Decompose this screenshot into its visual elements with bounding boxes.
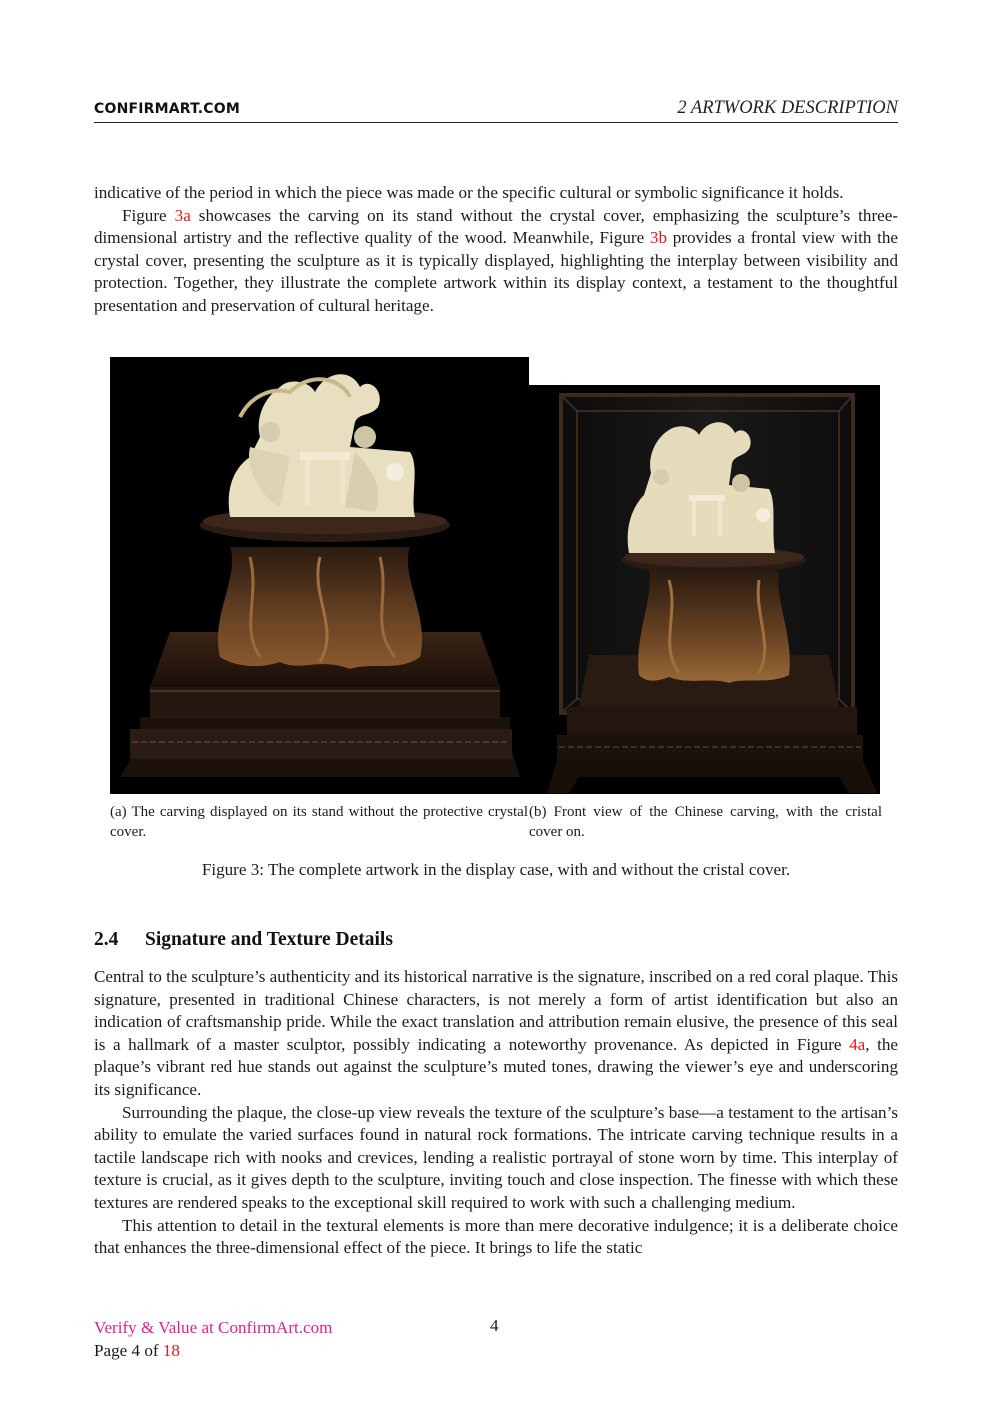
confirmart-footer-link[interactable]: Verify & Value at ConfirmArt.com <box>94 1318 333 1337</box>
intro-text <box>94 182 898 318</box>
subcaption-a: (a) The carving displayed on its stand without the protective crystal cover. <box>110 804 528 840</box>
section-paragraph-1: Central to the sculpture’s authenticity and its historical narrative is the signature, inscribed on a red coral plaque. This signature, presented in traditional Chinese characters, is not merely a form of artist identification but also an indication of craftsmanship pride. While the exact translation and attribution remain elusive, the presence of this seal is a hallmark of a master sculptor, possibly indicating a noteworthy provenance. As depicted in Figure 4a, the plaque’s vibrant red hue stands out against the sculpture’s muted tones, drawing the viewer’s eye and underscoring its significance. <box>94 967 898 1099</box>
total-pages-link[interactable]: 18 <box>162 1341 180 1360</box>
figure-4a-link[interactable]: 4a <box>849 1034 866 1054</box>
running-head: 2 ARTWORK DESCRIPTION <box>677 98 898 118</box>
confirmart-logo: CONFIRMART.COM <box>94 101 241 117</box>
page-footer <box>94 1316 332 1362</box>
intro-paragraph-2: Figure 3a showcases the carving on its stand without the crystal cover, emphasizing the sculpture’s three-dimensional artistry and the reflective quality of the wood. Meanwhile, Figure 3b provides a frontal view with the crystal cover, presenting the sculpture as it is typically displayed, highlighting the interplay between visibility and protection. Together, they illustrate the complete artwork within its display context, a testament to the thoughtful presentation and preservation of cultural heritage. <box>94 205 899 315</box>
page-header <box>94 98 898 123</box>
intro-paragraph-1: indicative of the period in which the piece was made or the specific cultural or symbolic significance it holds. <box>94 183 844 202</box>
page-count: Page 4 of 18 <box>94 1341 180 1360</box>
section-title: Signature and Texture Details <box>145 929 393 950</box>
section-number: 2.4 <box>94 929 119 950</box>
subcaption-b: (b) Front view of the Chinese carving, with the cristal cover on. <box>529 804 882 840</box>
page-number: 4 <box>490 1316 499 1335</box>
figure-3b-link[interactable]: 3b <box>649 228 668 248</box>
section-paragraph-2: Surrounding the plaque, the close-up view reveals the texture of the sculpture’s base—a testament to the artisan’s ability to emulate the varied surfaces found in natural rock formations. The intricate carving technique results in a tactile landscape rich with nooks and crevices, lending a realistic portrayal of stone worn by time. This interplay of texture is crucial, as it gives depth to the sculpture, inviting touch and close inspection. The finesse with which these textures are rendered speaks to the exceptional skill required to work with such a challenging medium. <box>94 1102 898 1212</box>
section-text <box>94 966 898 1260</box>
figure-3a-link[interactable]: 3a <box>174 205 191 225</box>
figure-3a-image <box>110 357 529 794</box>
figure-caption: Figure 3: The complete artwork in the display case, with and without the cristal cover. <box>201 860 791 879</box>
section-heading <box>94 929 393 951</box>
section-paragraph-3: This attention to detail in the textural elements is more than mere decorative indulgence; it is a deliberate choice that enhances the three-dimensional effect of the piece. It brings to life the static <box>94 1215 898 1258</box>
figure-3b-image <box>529 385 880 794</box>
